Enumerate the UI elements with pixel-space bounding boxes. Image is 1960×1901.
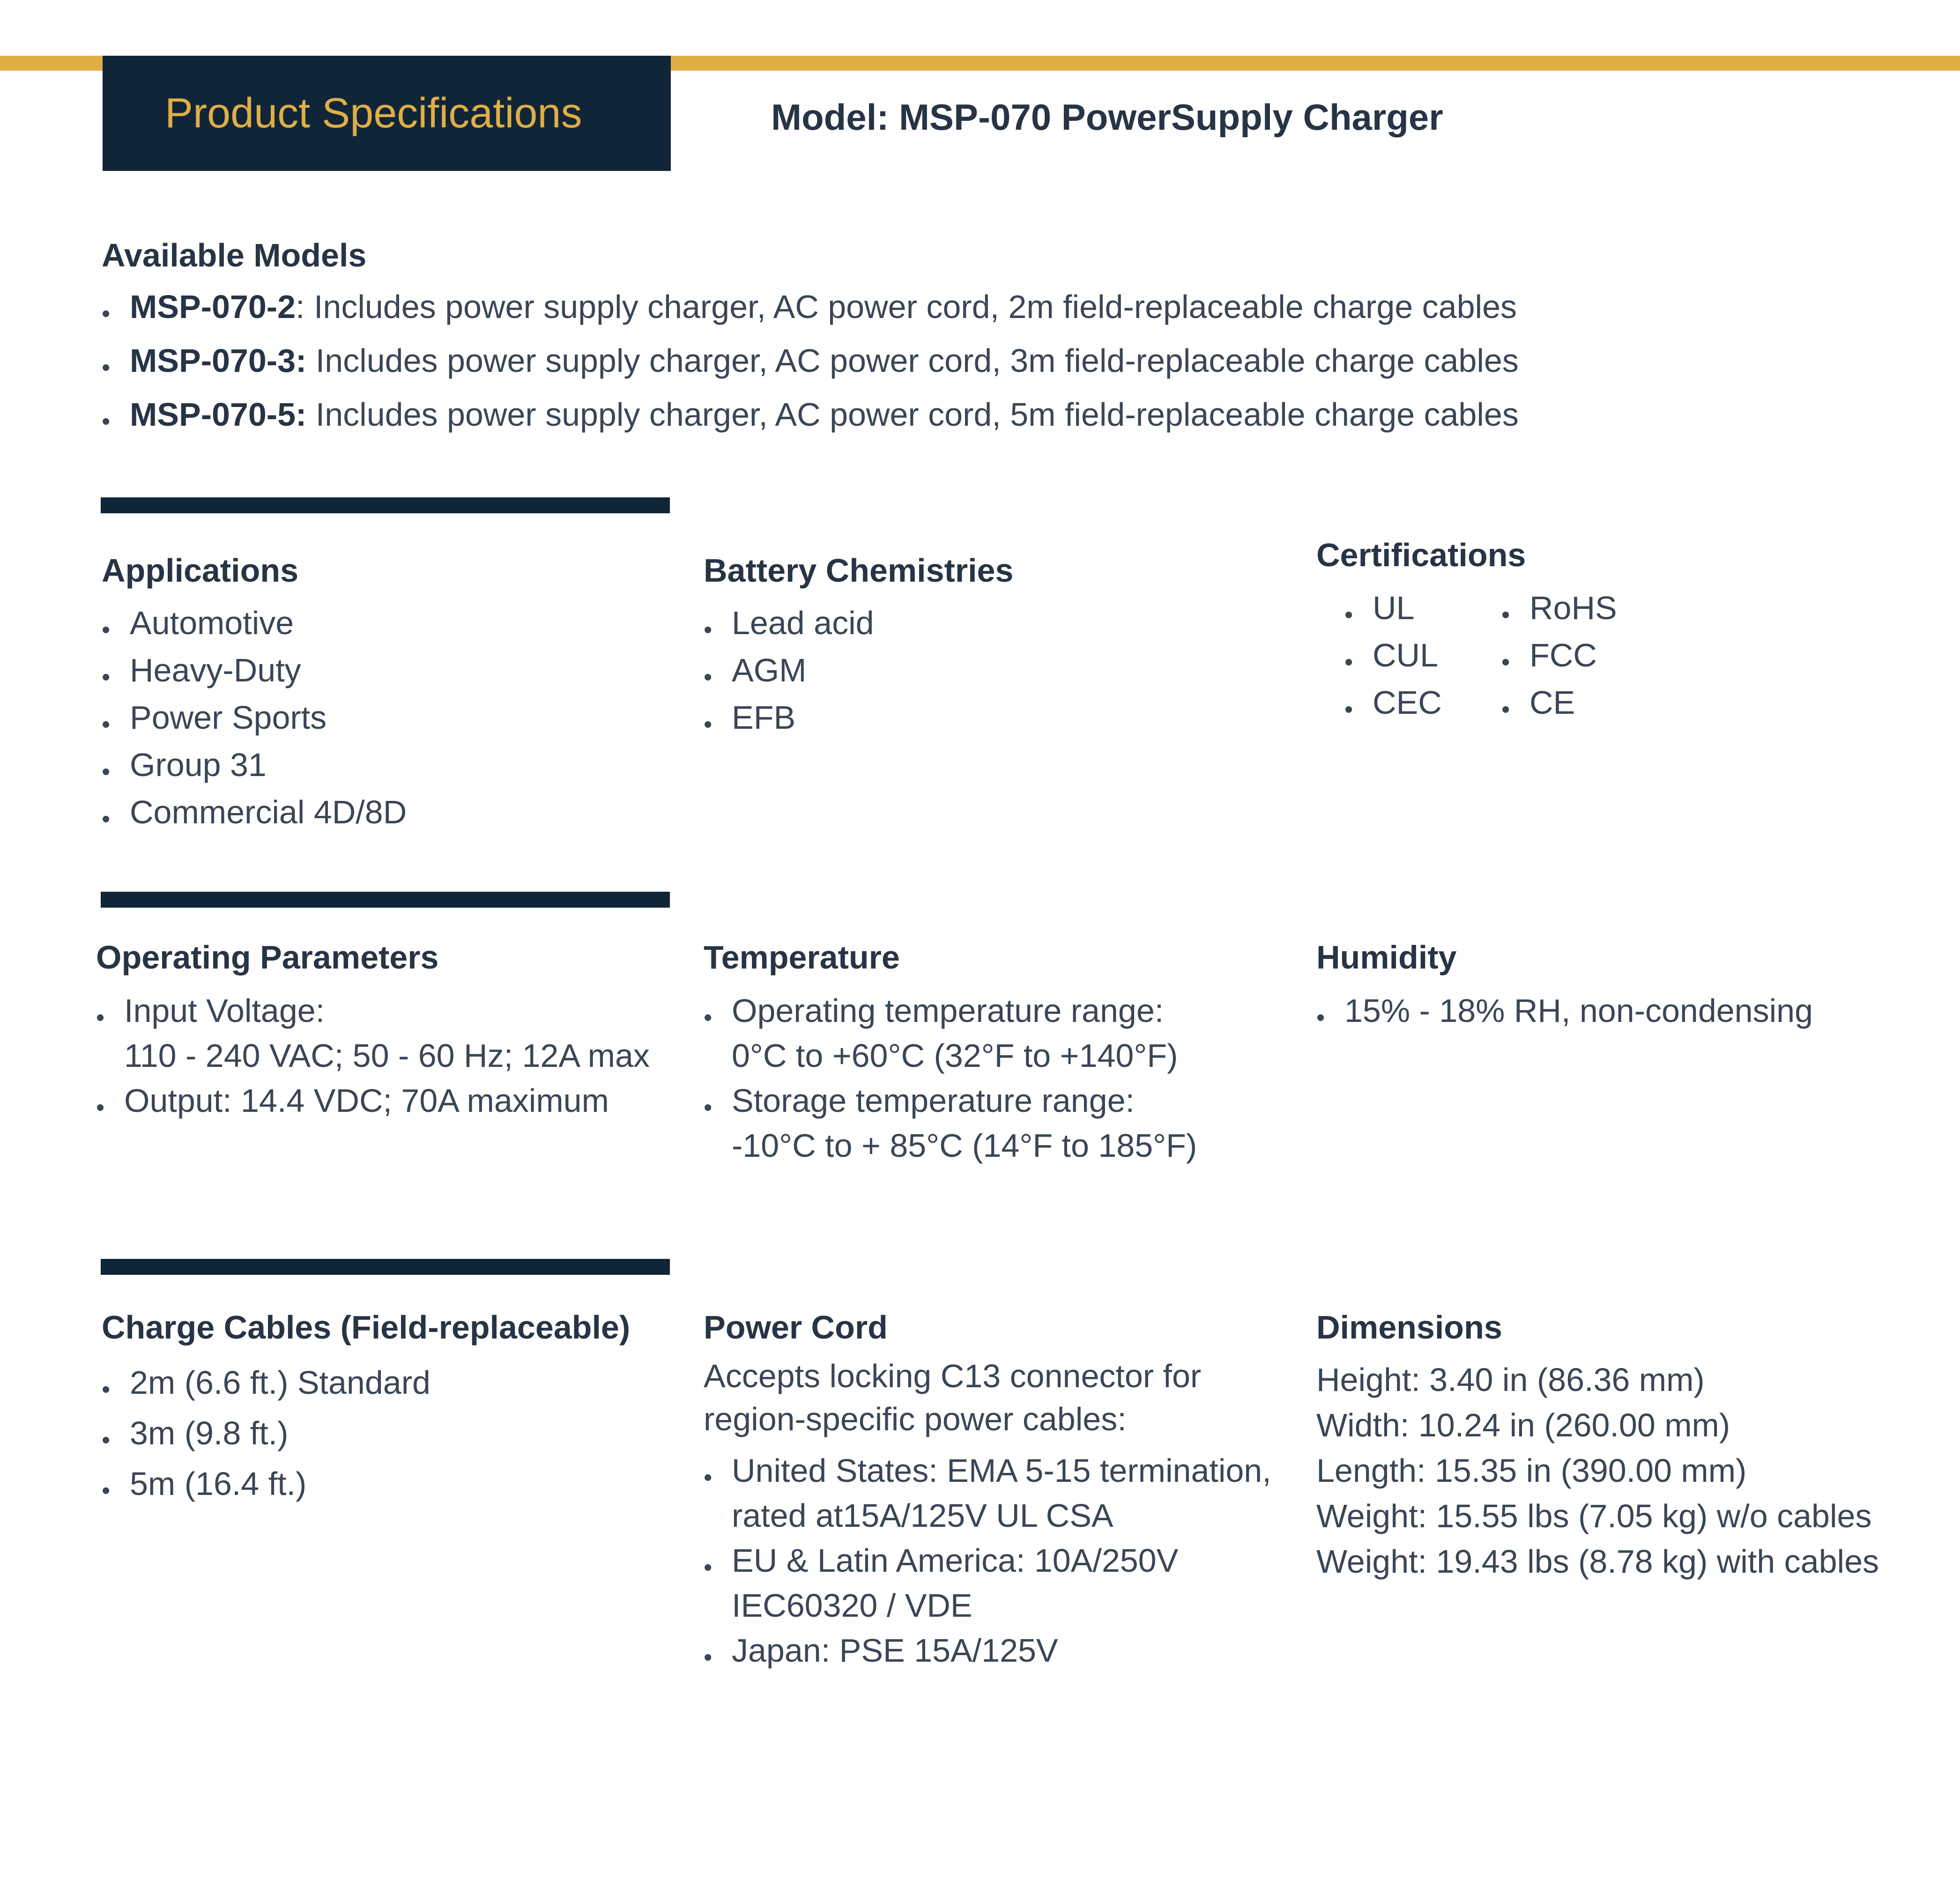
list-item <box>704 1628 1271 1673</box>
charge-cables-heading: Charge Cables (Field-replaceable) <box>102 1309 631 1346</box>
list-item: • Group 31 <box>102 741 407 789</box>
humidity-heading: Humidity <box>1316 939 1457 976</box>
section-divider <box>101 1259 670 1275</box>
temperature-value: -10°C to + 85°C (14°F to 185°F) <box>732 1127 1197 1164</box>
certifications-heading: Certifications <box>1316 537 1526 573</box>
dimensions-heading: Dimensions <box>1316 1309 1502 1346</box>
intro-line: Accepts locking C13 connector for <box>704 1358 1202 1394</box>
param-label: • Output: 14.4 VDC; 70A maximum <box>124 1082 609 1119</box>
model-description: Includes power supply charger, AC power cord, 2m field-replaceable charge cables <box>304 288 1517 325</box>
model-description: Includes power supply charger, AC power cord, 3m field-replaceable charge cables <box>306 342 1519 379</box>
temperature-label: • Storage temperature range: <box>732 1082 1135 1119</box>
param-value: 110 - 240 VAC; 50 - 60 Hz; 12A max <box>124 1037 650 1074</box>
dimension-line: Width: 10.24 in (260.00 mm) <box>1316 1407 1730 1443</box>
region-label: • Japan: PSE 15A/125V <box>732 1632 1058 1669</box>
battery-chemistries-list <box>704 599 874 741</box>
humidity-list <box>1316 988 1813 1033</box>
certifications-list-right <box>1501 584 1617 726</box>
applications-list <box>102 599 407 836</box>
model-description: Includes power supply charger, AC power cord, 5m field-replaceable charge cables <box>306 396 1519 433</box>
model-name: MSP-070-5: <box>130 396 307 433</box>
page-title: Product Specifications <box>165 89 582 137</box>
list-item: • Lead acid <box>704 599 874 647</box>
power-cord-heading: Power Cord <box>704 1309 888 1346</box>
list-item: • EFB <box>704 694 874 741</box>
list-item: • RoHS <box>1501 584 1617 632</box>
list-item: • AGM <box>704 647 874 694</box>
temperature-value: 0°C to +60°C (32°F to +140°F) <box>732 1037 1178 1074</box>
list-item: • Heavy-Duty <box>102 647 407 694</box>
dimension-line: Height: 3.40 in (86.36 mm) <box>1316 1361 1705 1398</box>
list-item: • CEC <box>1344 679 1442 726</box>
temperature-heading: Temperature <box>704 939 900 976</box>
section-divider <box>101 497 670 513</box>
region-rating: rated at15A/125V UL CSA <box>732 1497 1114 1534</box>
list-item <box>102 334 1519 388</box>
power-cord-intro <box>704 1354 1201 1441</box>
list-item <box>704 988 1197 1078</box>
list-item: • Automotive <box>102 599 407 647</box>
param-label: • Input Voltage: <box>124 992 325 1029</box>
certifications-list-left <box>1344 584 1442 726</box>
list-item: • 5m (16.4 ft.) <box>102 1458 431 1509</box>
dimension-line: Length: 15.35 in (390.00 mm) <box>1316 1452 1747 1489</box>
dimensions-list <box>1316 1357 1879 1584</box>
applications-heading: Applications <box>102 552 299 589</box>
available-models-list <box>102 280 1519 442</box>
list-item <box>96 1078 650 1123</box>
region-label: • United States: EMA 5-15 termination, <box>732 1452 1271 1489</box>
list-item <box>704 1448 1271 1538</box>
charge-cables-list <box>102 1357 431 1509</box>
list-item <box>704 1078 1197 1168</box>
battery-chemistries-heading: Battery Chemistries <box>704 552 1014 589</box>
region-rating: IEC60320 / VDE <box>732 1587 973 1624</box>
list-item <box>704 1538 1271 1628</box>
list-item: • UL <box>1344 584 1442 632</box>
model-name: MSP-070-3: <box>130 342 307 379</box>
temperature-label: • Operating temperature range: <box>732 992 1164 1029</box>
intro-line: region-specific power cables: <box>704 1401 1127 1437</box>
list-item <box>102 280 1519 334</box>
list-item: • 15% - 18% RH, non-condensing <box>1316 988 1813 1033</box>
available-models-heading: Available Models <box>102 237 367 274</box>
list-item: • CE <box>1501 679 1617 726</box>
list-item <box>96 988 650 1078</box>
list-item: • 2m (6.6 ft.) Standard <box>102 1357 431 1408</box>
model-separator: : <box>296 288 305 325</box>
list-item: • 3m (9.8 ft.) <box>102 1408 431 1458</box>
operating-parameters-list <box>96 988 650 1123</box>
temperature-list <box>704 988 1197 1168</box>
model-name: MSP-070-2 <box>130 288 296 325</box>
section-divider <box>101 892 670 908</box>
model-title: Model: MSP-070 PowerSupply Charger <box>771 96 1443 138</box>
list-item: • CUL <box>1344 632 1442 679</box>
list-item <box>102 388 1519 442</box>
title-banner <box>103 56 671 171</box>
operating-parameters-heading: Operating Parameters <box>96 939 439 976</box>
list-item: • FCC <box>1501 632 1617 679</box>
list-item: • Power Sports <box>102 694 407 741</box>
region-label: • EU & Latin America: 10A/250V <box>732 1542 1179 1579</box>
power-cord-list <box>704 1448 1271 1673</box>
dimension-line: Weight: 15.55 lbs (7.05 kg) w/o cables <box>1316 1498 1872 1534</box>
dimension-line: Weight: 19.43 lbs (8.78 kg) with cables <box>1316 1543 1879 1580</box>
list-item: • Commercial 4D/8D <box>102 789 407 836</box>
